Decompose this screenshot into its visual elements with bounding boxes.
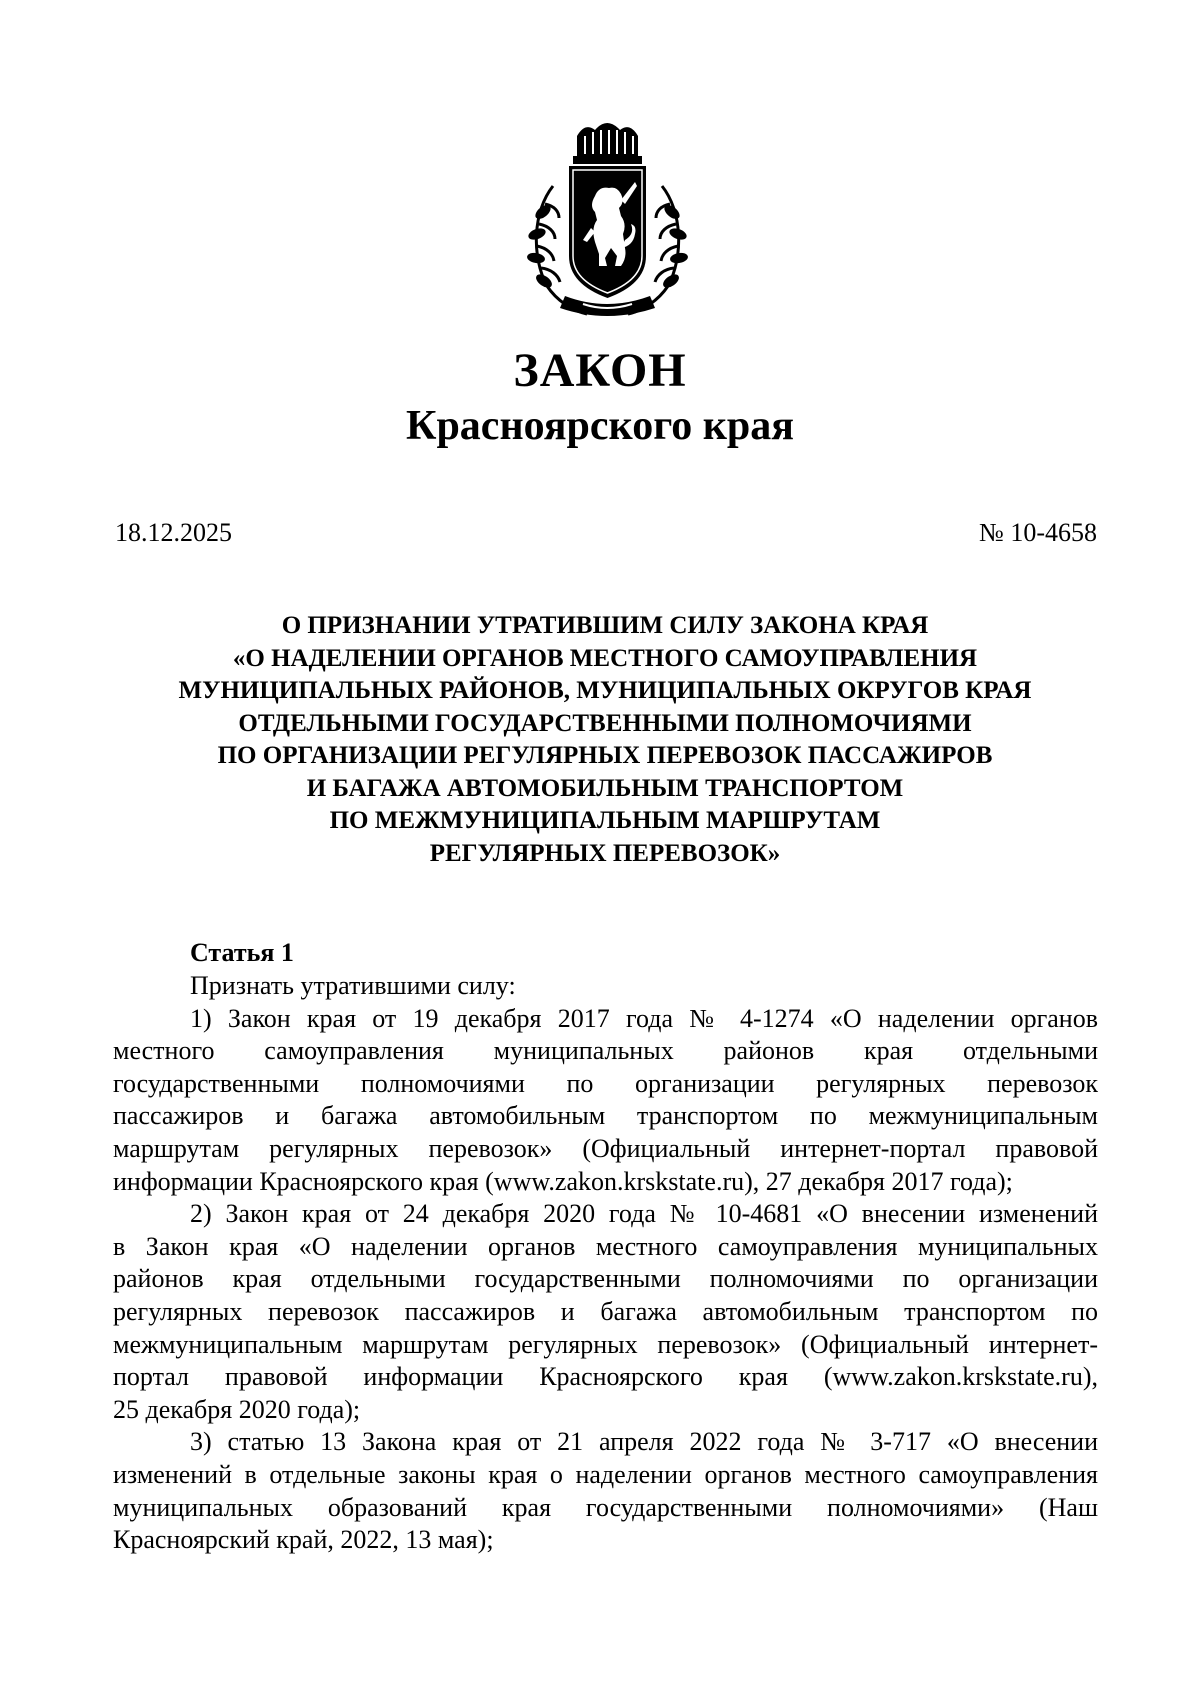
body-line: пассажиров и багажа автомобильным транспортом по межмуниципальным bbox=[113, 1101, 1098, 1131]
article-body bbox=[113, 970, 1098, 1557]
body-line: районов края отдельными государственными полномочиями по организации bbox=[113, 1264, 1098, 1294]
body-line: информации Красноярского края (www.zakon.krskstate.ru), 27 декабря 2017 года); bbox=[113, 1166, 1013, 1196]
body-line: 1) Закон края от 19 декабря 2017 года № 4-1274 «О наделении органов bbox=[190, 1003, 1098, 1033]
law-number: № 10-4658 bbox=[979, 518, 1097, 547]
heading-line: ПО МЕЖМУНИЦИПАЛЬНЫМ МАРШРУТАМ bbox=[329, 807, 881, 834]
law-label: ЗАКОН bbox=[513, 344, 687, 397]
body-line: Признать утратившими силу: bbox=[190, 971, 516, 1000]
heading-line: «О НАДЕЛЕНИИ ОРГАНОВ МЕСТНОГО САМОУПРАВЛЕНИЯ bbox=[232, 644, 978, 672]
body-line: межмуниципальным маршрутам регулярных перевозок» (Официальный интернет- bbox=[113, 1329, 1098, 1359]
body-line: государственными полномочиями по организации регулярных перевозок bbox=[113, 1068, 1098, 1098]
body-line: 2) Закон края от 24 декабря 2020 года № 10-4681 «О внесении изменений bbox=[190, 1199, 1098, 1229]
body-line: изменений в отдельные законы края о наделении органов местного самоуправления bbox=[113, 1459, 1098, 1489]
heading-line: О ПРИЗНАНИИ УТРАТИВШИМ СИЛУ ЗАКОНА КРАЯ bbox=[281, 612, 929, 639]
body-line: 3) статью 13 Закона края от 21 апреля 2022 года № 3-717 «О внесении bbox=[190, 1427, 1098, 1457]
document-heading bbox=[110, 610, 1100, 870]
body-line: маршрутам регулярных перевозок» (Официальный интернет-портал правовой bbox=[113, 1133, 1098, 1163]
heading-line: ПО ОРГАНИЗАЦИИ РЕГУЛЯРНЫХ ПЕРЕВОЗОК ПАССАЖИРОВ bbox=[217, 742, 993, 769]
law-date: 18.12.2025 bbox=[115, 518, 232, 547]
heading-line: РЕГУЛЯРНЫХ ПЕРЕВОЗОК» bbox=[429, 839, 781, 867]
body-line: 25 декабря 2020 года); bbox=[113, 1394, 361, 1424]
body-line: Красноярский край, 2022, 13 мая); bbox=[113, 1525, 494, 1555]
body-line: местного самоуправления муниципальных районов края отдельными bbox=[113, 1036, 1098, 1066]
region-name: Красноярского края bbox=[405, 403, 795, 449]
krasnoyarsk-coat-of-arms-icon bbox=[525, 116, 690, 321]
body-line: портал правовой информации Красноярского края (www.zakon.krskstate.ru), bbox=[113, 1362, 1098, 1392]
article-title: Статья 1 bbox=[190, 938, 294, 967]
heading-line: МУНИЦИПАЛЬНЫХ РАЙОНОВ, МУНИЦИПАЛЬНЫХ ОКРУГОВ КРАЯ bbox=[178, 677, 1032, 704]
body-line: в Закон края «О наделении органов местного самоуправления муниципальных bbox=[113, 1231, 1098, 1261]
body-line: муниципальных образований края государственными полномочиями» (Наш bbox=[113, 1492, 1098, 1522]
body-line: регулярных перевозок пассажиров и багажа автомобильным транспортом по bbox=[113, 1296, 1098, 1326]
heading-line: И БАГАЖА АВТОМОБИЛЬНЫМ ТРАНСПОРТОМ bbox=[306, 774, 904, 802]
heading-line: ОТДЕЛЬНЫМИ ГОСУДАРСТВЕННЫМИ ПОЛНОМОЧИЯМИ bbox=[238, 709, 972, 737]
